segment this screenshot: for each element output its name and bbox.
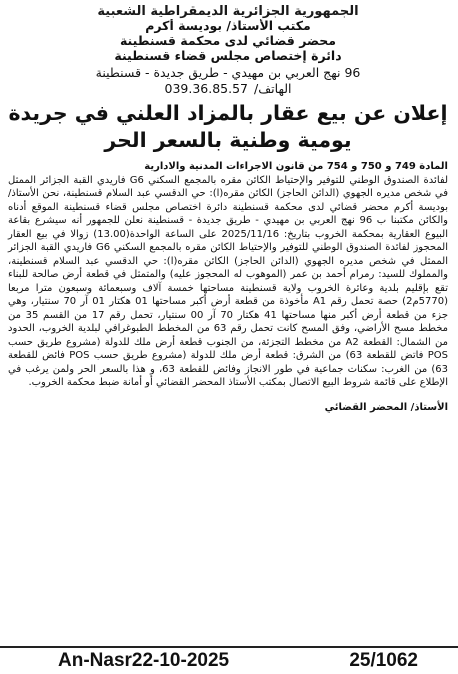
notice-title-line-1: إعلان عن بيع عقار بالمزاد العلني في جريدة [8, 100, 448, 125]
publication-date: An-Nasr22-10-2025 [58, 650, 230, 671]
office-address: 96 نهج العربي بن مهيدي - طريق جديدة - قسنطينة [95, 64, 361, 80]
office-name: مكتب الأستاذ/ بوديسة أكرم [145, 19, 311, 34]
law-reference: المادة 749 و 750 و 754 من قانون الاجراءات المدنية والادارية [144, 160, 448, 172]
notice-paragraph: لفائدة الصندوق الوطني للتوفير والإحتياط الكائن مقره بالمجمع السكني G6 فاريدي القبة الجزائر الممثل في شخص مديره الجهوي (الدائن الحاجز) الكائن مقره(ا): حي الدقسي عبد السلام قسنطينة، نحن الأستاذ/ بوديسة أكرم محضر قضائي لدى محكمة قسنطينة دائرة اختصاص مجلس قضاء قسنطينة الموقع أدناه والكائن مكتبنا ب 96 نهج العربي بن مهيدي - طريق جديدة - قسنطينة نعلن للجمهور أنه سيشرع بقاعة البيوع العقارية بمحكمة الخروب بتاريخ: 2025/11/16 على الساعة الواحدة(13.00) زوالا في بيع العقار المحجوز لفائدة الصندوق الوطني للتوفير والإحتياط الكائن مقره بالمجمع السكني G6 فاريدي القبة الجزائر الممثل في شخص مديره الجهوي (الدائن الحاجز) الكائن مقره(ا): حي الدقسي عبد السلام قسنطينة، والمملوك للسيد: رمرام أحمد بن عمر (الموهوب له المحجوز عليه) والمتمثل في قطعة أرض صالحة للبناء تقع بإقليم بلدية وعائرة الخروب ولاية قسنطينة مساحتها خمسة آلاف وسبعمائة وسبعون مترا مربعا (5770م2) حصة تحمل رقم A1 مأخوذة من قطعة أرض أكبر مساحتها 01 هكتار 01 آر 70 سنتيار، وهي جزء من قطعة أرض أكبر منها مساحتها 41 هكتار 70 آر 00 سنتيار، تحمل رقم 17 من القسم 35 من مخطط مسح الأراضي، وفق المسح كانت تحمل رقم 63 من المخطط الطبوغرافي لبلدية الخروب، الحدود من الشمال: القطعة A2 من مخطط التجزئة، من الجنوب قطعة أرض ملك للدولة (مشروع طريق حسب POS فاتض للقطعة 63) من الشرق: قطعة أرض ملك للدولة (مشروع طريق حسب POS فائض للقطعة 63) من الغرب: سكنات جماعية في طور الانجاز وفائض للقطعة 63، و هذا بالسعر الحر ولمن يرغب في الإطلاع على قائمة شروط البيع الاتصال بمكتب الأستاذ المحضر القضائي أو أمانة ضبط محكمة الخروب. [8, 174, 449, 389]
notice-body [8, 174, 448, 390]
jurisdiction: دائرة إختصاص مجلس قضاء قسنطينة [114, 48, 342, 63]
bailiff-title: محضر قضائي لدى محكمة قسنطينة [119, 34, 337, 49]
notice-reference: 25/1062 [349, 650, 418, 671]
republic-header: الجمهورية الجزائرية الديمقراطية الشعبية [97, 4, 359, 19]
signature-label: الأستاذ/ المحضر القضائي [324, 401, 448, 413]
phone-number: 039.36.85.57 [164, 80, 249, 96]
phone-row [8, 81, 448, 96]
publication-footer [0, 646, 458, 674]
phone-label: الهاتف/ [254, 80, 292, 96]
notice-title-line-2: يومية وطنية بالسعر الحر [104, 127, 352, 152]
